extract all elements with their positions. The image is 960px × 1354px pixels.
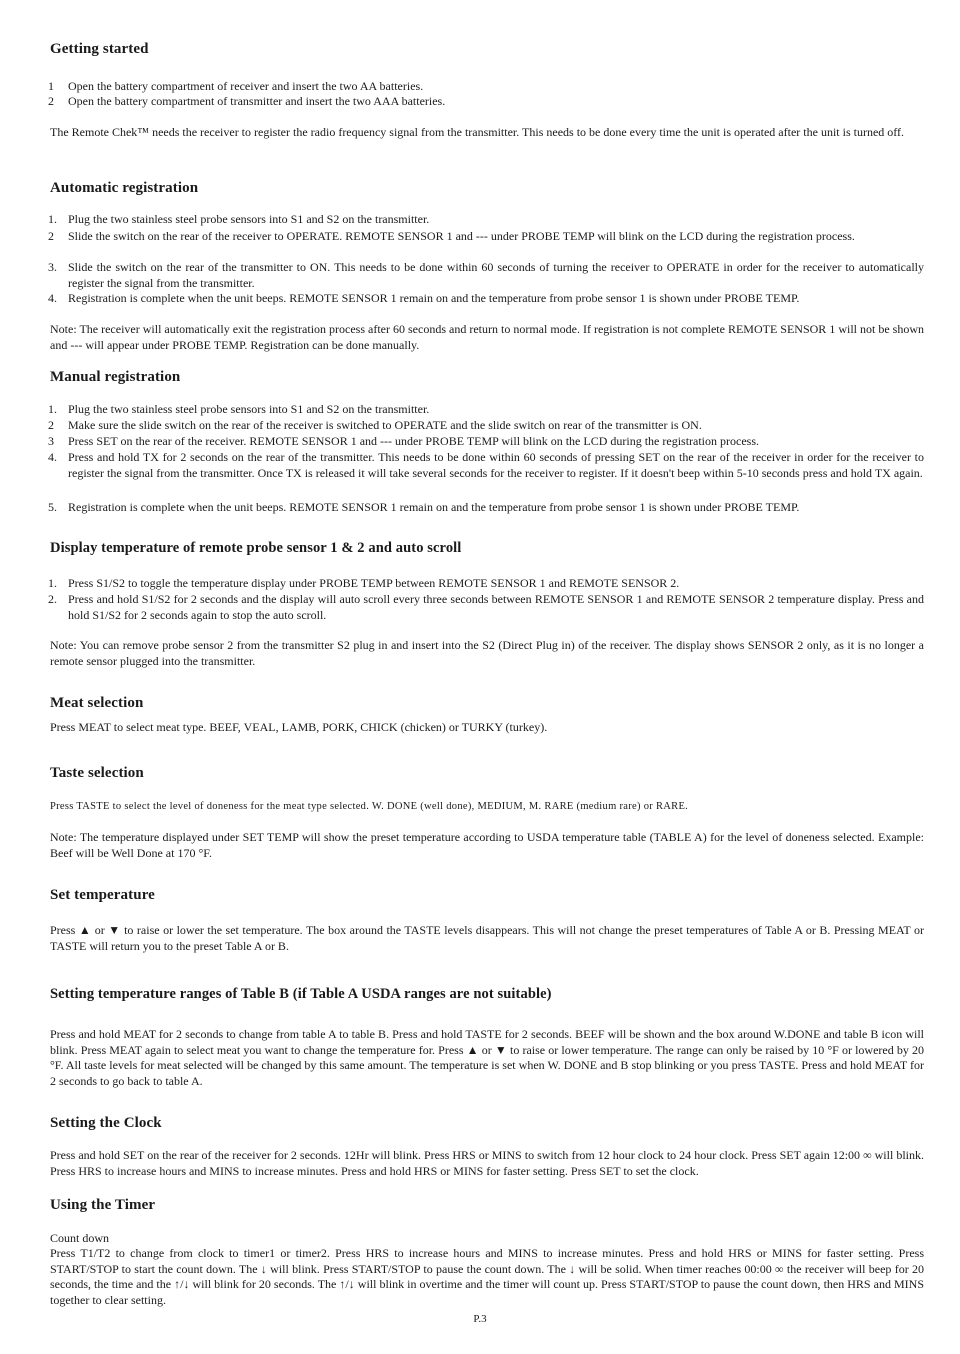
list-text: Press and hold TX for 2 seconds on the rear of the transmitter. This needs to be done within 60 seconds of pressing SET on the rear of the receiver in order for the receiver to register the signal from the transmitter. Once TX is released it will take several seconds for the receiver to register. If it doesn't beep within 5-10 seconds press and hold TX again. xyxy=(68,450,924,480)
list-item xyxy=(48,402,924,418)
list-item xyxy=(48,450,924,481)
paragraph-table-b: Press and hold MEAT for 2 seconds to change from table A to table B. Press and hold TASTE for 2 seconds. BEEF will be shown and the box around W.DONE and table B icon will blink. Press MEAT again to select meat you want to change the temperature for. Press ▲ or ▼ to raise or lower temperature. The range can only be raised by 10 °F or lowered by 20 °F. All taste levels for meat selected will be changed by this same amount. The temperature is set when W. DONE and B stop blinking or you press TASTE. Press and hold MEAT for 2 seconds to go back to table A. xyxy=(50,1027,924,1088)
heading-display-temperature: Display temperature of remote probe sensor 1 & 2 and auto scroll xyxy=(50,540,462,556)
list-number: 1 xyxy=(48,79,54,93)
list-number: 4. xyxy=(48,450,57,464)
list-text: Press and hold S1/S2 for 2 seconds and the display will auto scroll every three seconds between REMOTE SENSOR 1 and REMOTE SENSOR 2 temperature display. Press and hold S1/S2 for 2 seconds again to stop the auto scroll. xyxy=(68,592,924,622)
heading-using-timer: Using the Timer xyxy=(50,1197,156,1213)
list-text: Plug the two stainless steel probe sensors into S1 and S2 on the transmitter. xyxy=(68,402,430,416)
list-item xyxy=(48,592,924,623)
list-number: 2 xyxy=(48,229,54,243)
list-item xyxy=(48,500,924,516)
heading-getting-started: Getting started xyxy=(50,41,149,57)
list-item xyxy=(48,260,924,291)
list-number: 5. xyxy=(48,500,57,514)
list-item xyxy=(48,576,924,592)
paragraph-taste-selection: Press TASTE to select the level of doneness for the meat type selected. W. DONE (well done), MEDIUM, M. RARE (medium rare) or RARE. xyxy=(50,801,689,812)
list-text: Open the battery compartment of transmitter and insert the two AAA batteries. xyxy=(68,94,446,108)
heading-setting-clock: Setting the Clock xyxy=(50,1115,162,1131)
list-number: 4. xyxy=(48,291,57,305)
paragraph-note: Note: The receiver will automatically exit the registration process after 60 seconds and return to normal mode. If registration is not complete REMOTE SENSOR 1 will not be shown and --- will appear under PROBE TEMP. Registration can be done manually. xyxy=(50,322,924,352)
paragraph-setting-clock: Press and hold SET on the rear of the receiver for 2 seconds. 12Hr will blink. Press HRS or MINS to switch from 12 hour clock to 24 hour clock. Press SET again 12:00 ∞ will blink. Press HRS to increase hours and MINS to increase minutes. Press and hold HRS or MINS for faster setting. Press SET to set the clock. xyxy=(50,1148,924,1178)
list-text: Registration is complete when the unit beeps. REMOTE SENSOR 1 remain on and the temperature from probe sensor 1 is shown under PROBE TEMP. xyxy=(68,291,800,305)
list-text: Slide the switch on the rear of the transmitter to ON. This needs to be done within 60 seconds of turning the receiver to OPERATE in order for the receiver to automatically register the signal from the transmitter. xyxy=(68,260,924,290)
heading-taste-selection: Taste selection xyxy=(50,765,144,781)
paragraph-set-temperature: Press ▲ or ▼ to raise or lower the set temperature. The box around the TASTE levels disappears. This will not change the preset temperatures of Table A or B. Pressing MEAT or TASTE will return you to the preset Table A or B. xyxy=(50,923,924,953)
heading-manual-registration: Manual registration xyxy=(50,369,181,385)
list-item xyxy=(48,418,924,434)
list-text: Slide the switch on the rear of the receiver to OPERATE. REMOTE SENSOR 1 and --- under PROBE TEMP will blink on the LCD during the registration process. xyxy=(68,229,855,243)
paragraph-note: Note: The temperature displayed under SET TEMP will show the preset temperature according to USDA temperature table (TABLE A) for the level of doneness selected. Example: Beef will be Well Done at 170 °F. xyxy=(50,830,924,860)
list-text: Plug the two stainless steel probe sensors into S1 and S2 on the transmitter. xyxy=(68,212,430,226)
paragraph-using-timer: Press T1/T2 to change from clock to timer1 or timer2. Press HRS to increase hours and MINS to increase minutes. Press and hold HRS or MINS for faster setting. Press START/STOP to start the count down. The ↓ will blink. Press START/STOP to pause the count down. The ↓ will be solid. When timer reaches 00:00 ∞ the receiver will beep for 20 seconds, the time and the ↑/↓ will blink for 20 seconds. The ↑/↓ will blink in overtime and the timer will count up. Press START/STOP to pause the count down, then HRS and MINS together to clear setting. xyxy=(50,1246,924,1307)
list-number: 1. xyxy=(48,576,57,590)
list-item xyxy=(48,229,924,245)
heading-automatic-registration: Automatic registration xyxy=(50,180,199,196)
list-text: Registration is complete when the unit beeps. REMOTE SENSOR 1 remain on and the temperature from probe sensor 1 is shown under PROBE TEMP. xyxy=(68,500,800,514)
list-text: Press S1/S2 to toggle the temperature display under PROBE TEMP between REMOTE SENSOR 1 and REMOTE SENSOR 2. xyxy=(68,576,680,590)
list-text: Press SET on the rear of the receiver. REMOTE SENSOR 1 and --- under PROBE TEMP will blink on the LCD during the registration process. xyxy=(68,434,760,448)
list-text: Open the battery compartment of receiver and insert the two AA batteries. xyxy=(68,79,424,93)
paragraph-note: The Remote Chek™ needs the receiver to register the radio frequency signal from the transmitter. This needs to be done every time the unit is operated after the unit is turned off. xyxy=(50,125,905,139)
paragraph-meat-selection: Press MEAT to select meat type. BEEF, VEAL, LAMB, PORK, CHICK (chicken) or TURKY (turkey). xyxy=(50,720,548,734)
list-text: Make sure the slide switch on the rear of the receiver is switched to OPERATE and the slide switch on rear of the transmitter is ON. xyxy=(68,418,702,432)
list-number: 1. xyxy=(48,212,57,226)
list-number: 3 xyxy=(48,434,54,448)
heading-table-b: Setting temperature ranges of Table B (if Table A USDA ranges are not suitable) xyxy=(50,986,552,1002)
list-number: 2. xyxy=(48,592,57,606)
subheading-count-down: Count down xyxy=(50,1231,110,1245)
list-item xyxy=(48,291,924,307)
heading-set-temperature: Set temperature xyxy=(50,887,155,903)
list-number: 2 xyxy=(48,418,54,432)
heading-meat-selection: Meat selection xyxy=(50,695,144,711)
list-number: 2 xyxy=(48,94,54,108)
list-number: 3. xyxy=(48,260,57,274)
list-item xyxy=(48,79,924,95)
list-item xyxy=(48,212,924,228)
list-item xyxy=(48,94,924,110)
page-number: P.3 xyxy=(473,1313,487,1325)
paragraph-note: Note: You can remove probe sensor 2 from the transmitter S2 plug in and insert into the S2 (Direct Plug in) of the receiver. The display shows SENSOR 2 only, as it is no longer a remote sensor plugged into the transmitter. xyxy=(50,638,924,668)
list-item xyxy=(48,434,924,450)
list-number: 1. xyxy=(48,402,57,416)
